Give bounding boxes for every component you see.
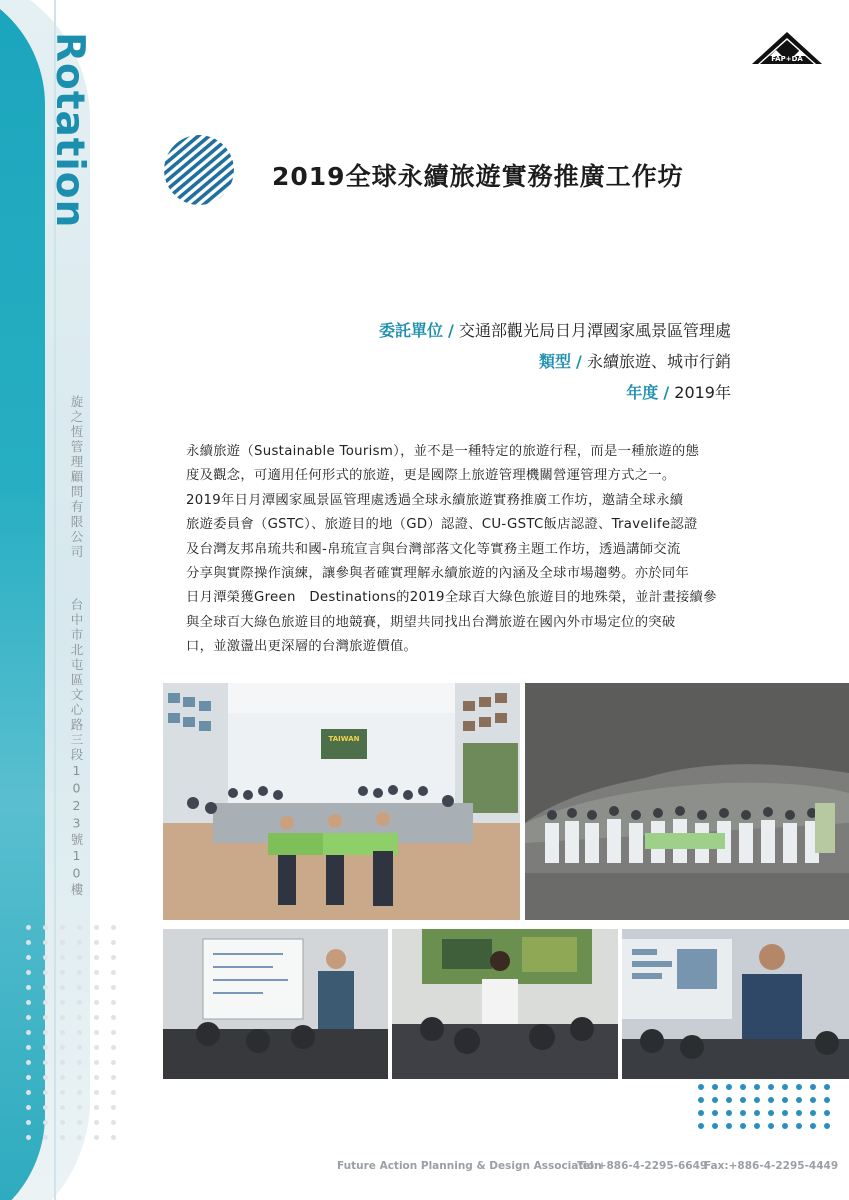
footer-telephone: Tel:+886-4-2295-6649 bbox=[577, 1160, 708, 1172]
brand-word-text: Rotation bbox=[47, 32, 92, 229]
striped-circle-ornament bbox=[164, 135, 234, 205]
meta-year-sep: / bbox=[663, 383, 670, 402]
meta-type-value: 永續旅遊、城市行銷 bbox=[586, 352, 731, 371]
body-line: 及台灣友邦帛琉共和國-帛琉宣言與台灣部落文化等實務主題工作坊，透過講師交流 bbox=[186, 541, 681, 557]
meta-client-sep: / bbox=[448, 321, 454, 340]
logo-text: FAP+DA bbox=[771, 55, 803, 63]
photo-conference-group bbox=[163, 683, 520, 920]
photo-outdoor-group bbox=[525, 683, 849, 920]
photo-speaker-microphone bbox=[622, 929, 849, 1079]
meta-type-sep: / bbox=[576, 352, 582, 371]
side-company-name: 旋之恆管理顧問有限公司 bbox=[69, 395, 84, 560]
body-line: 與全球百大綠色旅遊目的地競賽，期望共同找出台灣旅遊在國內外市場定位的突破 bbox=[186, 614, 676, 630]
side-dot-grid bbox=[20, 920, 122, 1145]
meta-type-label: 類型 bbox=[538, 352, 571, 371]
footer-fax: Fax:+886-4-2295-4449 bbox=[704, 1160, 839, 1172]
body-line: 口，並激盪出更深層的台灣旅遊價值。 bbox=[186, 639, 418, 655]
body-line: 度及觀念，可適用任何形式的旅遊，更是國際上旅遊管理機關營運管理方式之一。 bbox=[186, 468, 676, 484]
meta-type bbox=[539, 349, 731, 372]
blue-dot-grid bbox=[698, 1084, 838, 1136]
photo-whiteboard-presenter bbox=[163, 929, 388, 1079]
meta-year bbox=[626, 380, 731, 403]
side-address: 台中市北屯區文心路三段1023號10樓 bbox=[69, 598, 84, 898]
meta-year-label: 年度 bbox=[626, 383, 659, 402]
vertical-brand-word bbox=[44, 32, 104, 242]
meta-client bbox=[379, 318, 731, 341]
footer-organization: Future Action Planning & Design Association bbox=[337, 1160, 602, 1172]
page-title: 2019全球永續旅遊實務推廣工作坊 bbox=[272, 162, 684, 191]
description-paragraph bbox=[186, 440, 733, 660]
body-line: 旅遊委員會（GSTC）、旅遊目的地（GD）認證、CU-GSTC飯店認證、Travelife認證 bbox=[186, 517, 698, 533]
company-logo bbox=[750, 30, 824, 70]
body-line: 日月潭榮獲Green Destinations的2019全球百大綠色旅遊目的地殊榮，並計畫接續參 bbox=[186, 590, 717, 606]
meta-client-label: 委託單位 bbox=[378, 321, 443, 340]
body-line: 分享與實際操作演練，讓參與者確實理解永續旅遊的內涵及全球市場趨勢。亦於同年 bbox=[186, 566, 690, 582]
meta-client-value: 交通部觀光局日月潭國家風景區管理處 bbox=[458, 321, 731, 340]
body-line: 永續旅遊（Sustainable Tourism），並不是一種特定的旅遊行程，而是一種旅遊的態 bbox=[186, 444, 700, 459]
banner-text: TAIWAN bbox=[328, 735, 360, 743]
body-line: 2019年日月潭國家風景區管理處透過全球永續旅遊實務推廣工作坊，邀請全球永續 bbox=[186, 492, 684, 508]
photo-group-discussion bbox=[392, 929, 618, 1079]
meta-year-value: 2019年 bbox=[674, 383, 731, 402]
